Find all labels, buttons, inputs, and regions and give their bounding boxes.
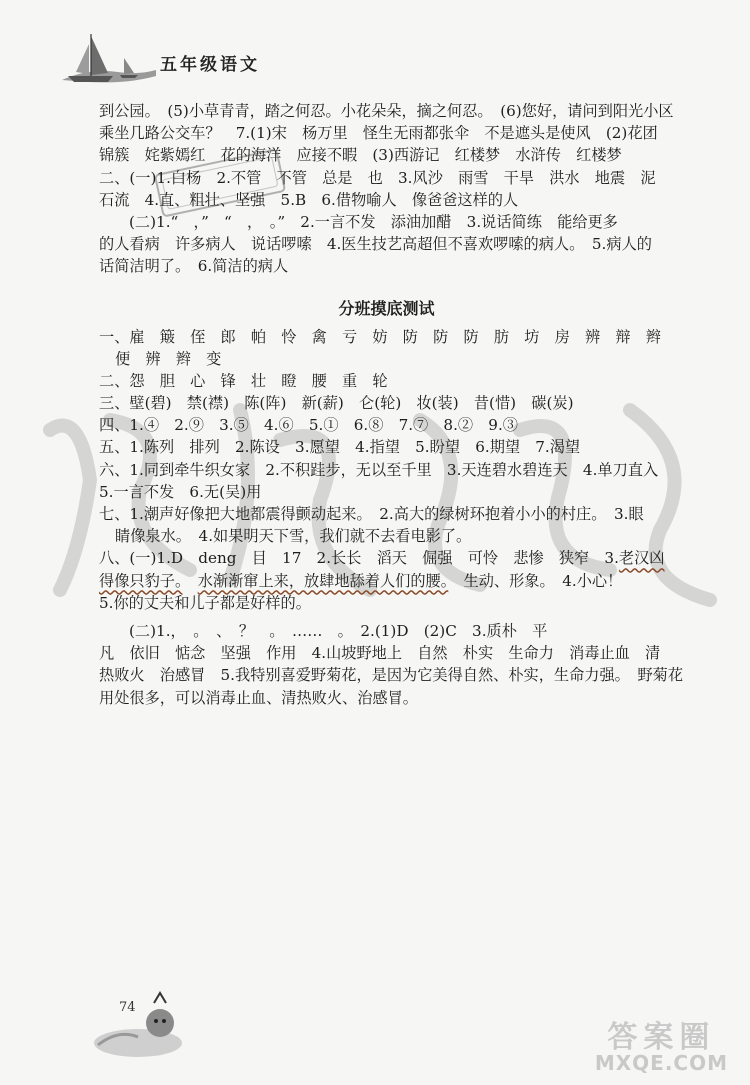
answer-text: 八、(一)1.D deng 目 17 2.长长 滔天 倔强 可怜 悲惨 狭窄 3. (99, 549, 619, 568)
answer-line: 便 辨 辫 变 (115, 349, 222, 368)
site-watermark-logo (594, 1020, 728, 1075)
page-number: 74 (119, 1000, 136, 1015)
wavy-underlined-text: 水渐渐窜上来，放肆地舔着人们的腰。 (197, 571, 449, 590)
answer-line: (二)1.， 。 、 ？ 。 …… 。 2.(1)D (2)C 3.质朴 平 (129, 621, 548, 640)
answer-line: 凡 依旧 惦念 坚强 作用 4.山坡野地上 自然 朴实 生命力 消毒止血 清 (99, 644, 661, 663)
answer-line: 话简洁明了。 6.简洁的病人 (99, 257, 289, 276)
answer-text: 生动、形象。 4.小心！ (448, 571, 623, 590)
answer-line: 五、1.陈列 排列 2.陈设 3.愿望 4.指望 5.盼望 6.期望 7.渴望 (99, 438, 581, 457)
answer-line: 一、雇 簸 侄 郎 帕 怜 禽 亏 妨 防 防 防 肪 坊 房 辨 辩 辫 (99, 327, 661, 346)
answer-line: 睛像泉水。 4.如果明天下雪，我们就不去看电影了。 (115, 527, 472, 546)
section-title: 分班摸底测试 (338, 298, 435, 318)
sailboat-icon (58, 28, 158, 88)
answer-line: (二)1.“ ，” “ ， 。” 2.一言不发 添油加醋 3.说话简练 能给更多 (129, 212, 618, 231)
answer-line: 5.你的丈夫和儿子都是好样的。 (99, 593, 311, 612)
answer-line: 乘坐几路公交车？ 7.(1)宋 杨万里 怪生无雨都张伞 不是遮头是使风 (2)花团 (99, 124, 658, 143)
answer-line: 石流 4.直、粗壮、坚强 5.B 6.借物喻人 像爸爸这样的人 (99, 190, 519, 209)
answer-line: 到公园。 (5)小草青青，踏之何忍。小花朵朵，摘之何忍。 (6)您好，请问到阳光小区 (99, 102, 674, 120)
answer-line: 三、壁(碧) 禁(襟) 陈(阵) 新(薪) 仑(轮) 妆(装) 昔(惜) 碳(炭) (99, 394, 574, 413)
answer-line: 二、(一)1.白杨 2.不管 不管 总是 也 3.风沙 雨雪 干旱 洪水 地震 泥 (99, 168, 656, 187)
watermark-url: MXQE.COM (594, 1051, 728, 1075)
cartoon-child-icon (88, 985, 188, 1060)
answer-line: 六、1.同到牵牛织女家 2.不积跬步，无以至千里 3.天连碧水碧连天 4.单刀直入 (99, 460, 659, 479)
book-title: 五年级语文 (160, 55, 260, 75)
answer-line: 七、1.潮声好像把大地都震得颤动起来。 2.高大的绿树环抱着小小的村庄。 3.眼 (99, 505, 644, 523)
answer-line: 四、1.④ 2.⑨ 3.⑤ 4.⑥ 5.① 6.⑧ 7.⑦ 8.② 9.③ (99, 416, 518, 435)
answer-line: 的人看病 许多病人 说话啰嗦 4.医生技艺高超但不喜欢啰嗦的病人。 5.病人的 (99, 235, 652, 254)
answer-line: 5.一言不发 6.无(吴)用 (99, 482, 262, 501)
answer-content (99, 100, 684, 709)
answer-line (99, 547, 674, 569)
wavy-underlined-text: 老汉凶 (618, 549, 665, 568)
answer-line: 热败火 治感冒 5.我特别喜爱野菊花，是因为它美得自然、朴实，生命力强。 野菊花 (99, 666, 684, 685)
answer-line: 二、怨 胆 心 锋 壮 瞪 腰 重 轮 (99, 371, 388, 390)
watermark-text: 答案圈 (607, 1020, 716, 1055)
answer-line (99, 570, 674, 592)
answer-line: 用处很多，可以消毒止血、清热败火、治感冒。 (99, 688, 418, 707)
wavy-underlined-text: 得像只豹子。 (99, 571, 183, 590)
answer-line: 锦簇 姹紫嫣红 花的海洋 应接不暇 (3)西游记 红楼梦 水浒传 红楼梦 (99, 146, 622, 165)
